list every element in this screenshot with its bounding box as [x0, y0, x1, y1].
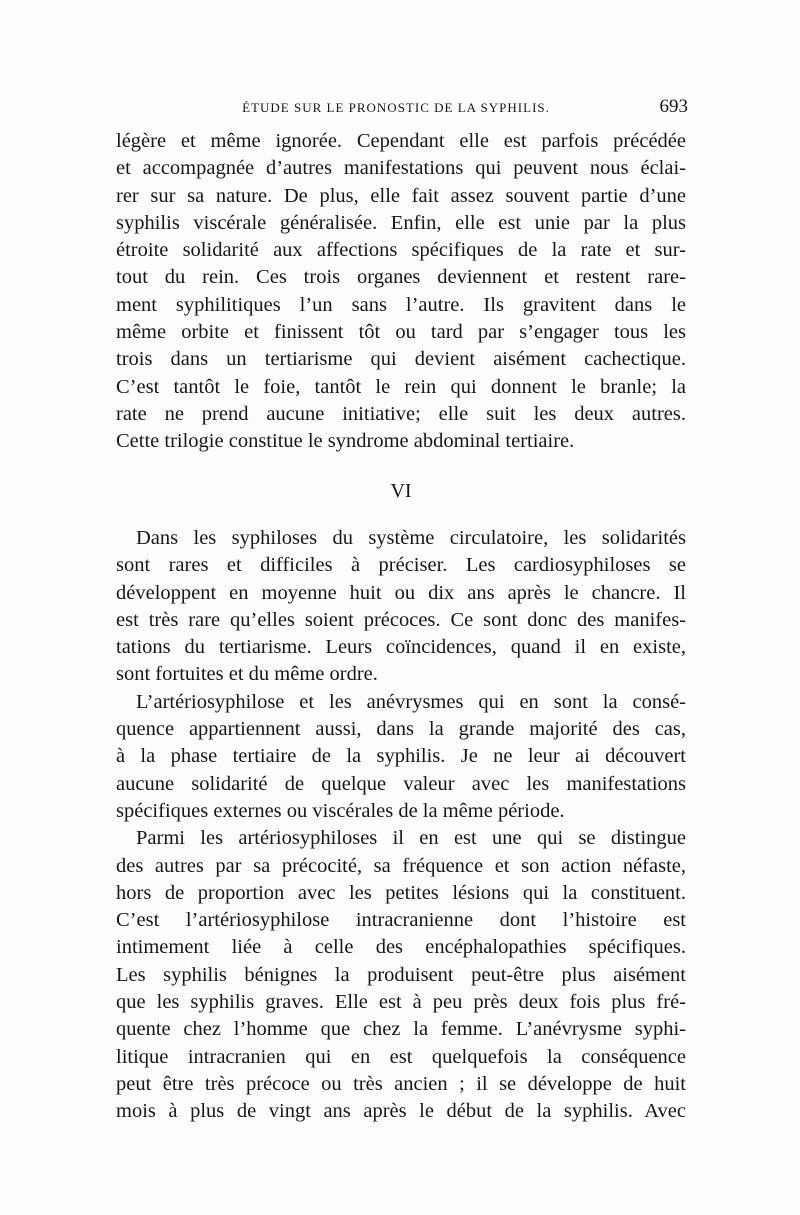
text-line: étroite solidarité aux affections spécifiques de la rate et sur-	[116, 239, 686, 262]
text-line: sont rares et difficiles à préciser. Les cardiosyphiloses se	[116, 554, 686, 577]
text-line: mois à plus de vingt ans après le début de la syphilis. Avec	[116, 1100, 686, 1123]
running-title: ÉTUDE SUR LE PRONOSTIC DE LA SYPHILIS.	[242, 100, 550, 115]
text-line: rer sur sa nature. De plus, elle fait assez souvent partie d’une	[116, 184, 686, 207]
paragraph-continued	[116, 128, 686, 456]
text-line: Les syphilis bénignes la produisent peut-être plus aisément	[116, 963, 686, 986]
text-line: des autres par sa précocité, sa fréquence et son action néfaste,	[116, 854, 686, 877]
page-number: 693	[659, 96, 688, 117]
text-line: L’artériosyphilose et les anévrysmes qui en sont la consé-	[136, 690, 686, 713]
text-line: tations du tertiarisme. Leurs coïncidences, quand il en existe,	[116, 636, 686, 659]
text-line: rate ne prend aucune initiative; elle suit les deux autres.	[116, 402, 686, 425]
text-line: que les syphilis graves. Elle est à peu près deux fois plus fré-	[116, 991, 686, 1014]
text-line: hors de proportion avec les petites lésions qui la constituent.	[116, 881, 686, 904]
text-line: Parmi les artériosyphiloses il en est une qui se distingue	[136, 827, 686, 850]
text-line: tout du rein. Ces trois organes deviennent et restent rare-	[116, 266, 686, 289]
text-line: ment syphilitiques l’un sans l’autre. Ils gravitent dans le	[116, 293, 686, 316]
running-head	[116, 96, 686, 120]
text-line: Cette trilogie constitue le syndrome abdominal tertiaire.	[116, 430, 575, 453]
text-line: et accompagnée d’autres manifestations qui peuvent nous éclai-	[116, 157, 686, 180]
text-line: intimement liée à celle des encéphalopathies spécifiques.	[116, 936, 686, 959]
text-line: C’est l’artériosyphilose intracranienne dont l’histoire est	[116, 909, 686, 932]
text-line: spécifiques externes ou viscérales de la même période.	[116, 799, 565, 822]
text-line: syphilis viscérale généralisée. Enfin, elle est unie par la plus	[116, 211, 686, 234]
text-line: sont fortuites et du même ordre.	[116, 663, 378, 686]
text-line: Dans les syphiloses du système circulatoire, les solidarités	[136, 527, 686, 549]
text-line: à la phase tertiaire de la syphilis. Je ne leur ai découvert	[116, 745, 686, 768]
text-line: quente chez l’homme que chez la femme. L’anévrysme syphi-	[116, 1018, 686, 1041]
text-line: litique intracranien qui en est quelquefois la conséquence	[116, 1045, 686, 1068]
text-line: aucune solidarité de quelque valeur avec les manifestations	[116, 772, 686, 795]
text-line: trois dans un tertiarisme qui devient aisément cachectique.	[116, 348, 686, 371]
text-line: légère et même ignorée. Cependant elle est parfois précédée	[116, 130, 686, 152]
text-line: même orbite et finissent tôt ou tard par s’engager tous les	[116, 321, 686, 344]
text-line: peut être très précoce ou très ancien ; il se développe de huit	[116, 1072, 686, 1095]
section-heading: VI	[390, 480, 412, 502]
text-line: C’est tantôt le foie, tantôt le rein qui donnent le branle; la	[116, 375, 686, 398]
text-line: développent en moyenne huit ou dix ans après le chancre. Il	[116, 581, 686, 604]
text-line: est très rare qu’elles soient précoces. Ce sont donc des manifes-	[116, 608, 686, 631]
text-line: quence appartiennent aussi, dans la grande majorité des cas,	[116, 718, 686, 741]
section-vi-body	[116, 525, 686, 1126]
